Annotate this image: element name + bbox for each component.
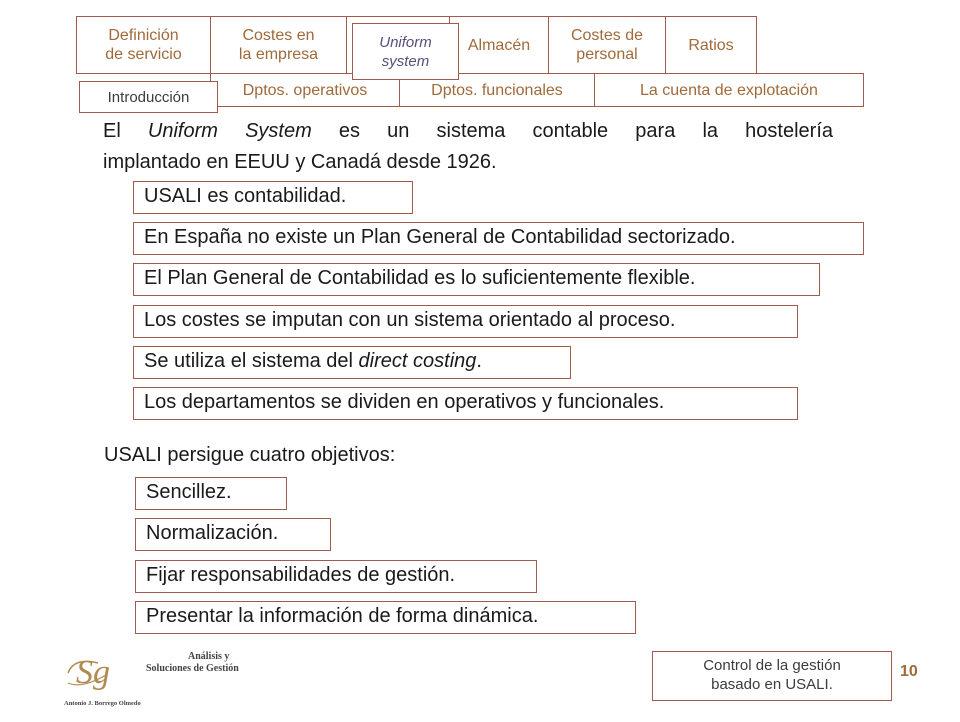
footer-box <box>652 651 892 701</box>
tab-label: Uniform system <box>379 33 432 70</box>
direct-costing-emphasis: direct costing <box>358 350 477 372</box>
statement-box: USALI es contabilidad. <box>133 181 413 214</box>
statement-box: En España no existe un Plan General de Contabilidad sectorizado. <box>133 222 864 255</box>
intro-line-2: implantado en EEUU y Canadá desde 1926. <box>103 151 497 173</box>
tab-cuenta-explotacion[interactable] <box>594 73 864 107</box>
statement-box: Los departamentos se dividen en operativos y funcionales. <box>133 387 798 420</box>
tab-label: Costes en la empresa <box>238 27 319 63</box>
tab-definicion-servicio[interactable] <box>76 16 211 74</box>
tab-label: Ratios <box>688 36 734 54</box>
objective-box: Fijar responsabilidades de gestión. <box>135 560 537 593</box>
tab-costes-empresa[interactable] <box>210 16 347 74</box>
intro-line-1: El Uniform System es un sistema contable para la hostelería <box>103 120 833 142</box>
logo-monogram: Sg <box>76 654 110 691</box>
objective-box: Presentar la información de forma dinámica. <box>135 601 636 634</box>
logo-mark <box>62 645 282 717</box>
objective-box: Sencillez. <box>135 477 287 510</box>
tab-introduccion[interactable] <box>79 81 218 113</box>
tab-almacen[interactable] <box>449 16 549 74</box>
objective-box: Normalización. <box>135 518 331 551</box>
tab-label: Dptos. operativos <box>242 81 368 99</box>
logo-author: Antonio J. Borrego Olmedo <box>64 700 141 707</box>
logo-line-1: Análisis y <box>188 651 230 662</box>
logo-line-2: Soluciones de Gestión <box>146 663 239 674</box>
tab-label: Introducción <box>107 88 190 106</box>
page-number: 10 <box>900 663 918 680</box>
tab-label: Costes de personal <box>570 27 644 63</box>
footer-label: Control de la gestión basado en USALI. <box>703 657 841 693</box>
intro-paragraph <box>103 116 833 178</box>
statement-box: Se utiliza el sistema del direct costing. <box>133 346 571 379</box>
tab-label: Definición de servicio <box>105 27 182 63</box>
statement-box: Los costes se imputan con un sistema orientado al proceso. <box>133 305 798 338</box>
tab-ratios[interactable] <box>665 16 757 74</box>
tab-label: La cuenta de explotación <box>640 81 818 99</box>
tab-label: Almacén <box>467 36 531 54</box>
tab-label: Dptos. funcionales <box>431 81 563 99</box>
tab-costes-personal[interactable] <box>548 16 666 74</box>
objectives-heading: USALI persigue cuatro objetivos: <box>104 444 396 466</box>
tab-uniform-system[interactable] <box>352 23 459 80</box>
company-logo <box>62 645 282 717</box>
uniform-system-emphasis: Uniform System <box>147 120 312 142</box>
statement-box: El Plan General de Contabilidad es lo suficientemente flexible. <box>133 263 820 296</box>
